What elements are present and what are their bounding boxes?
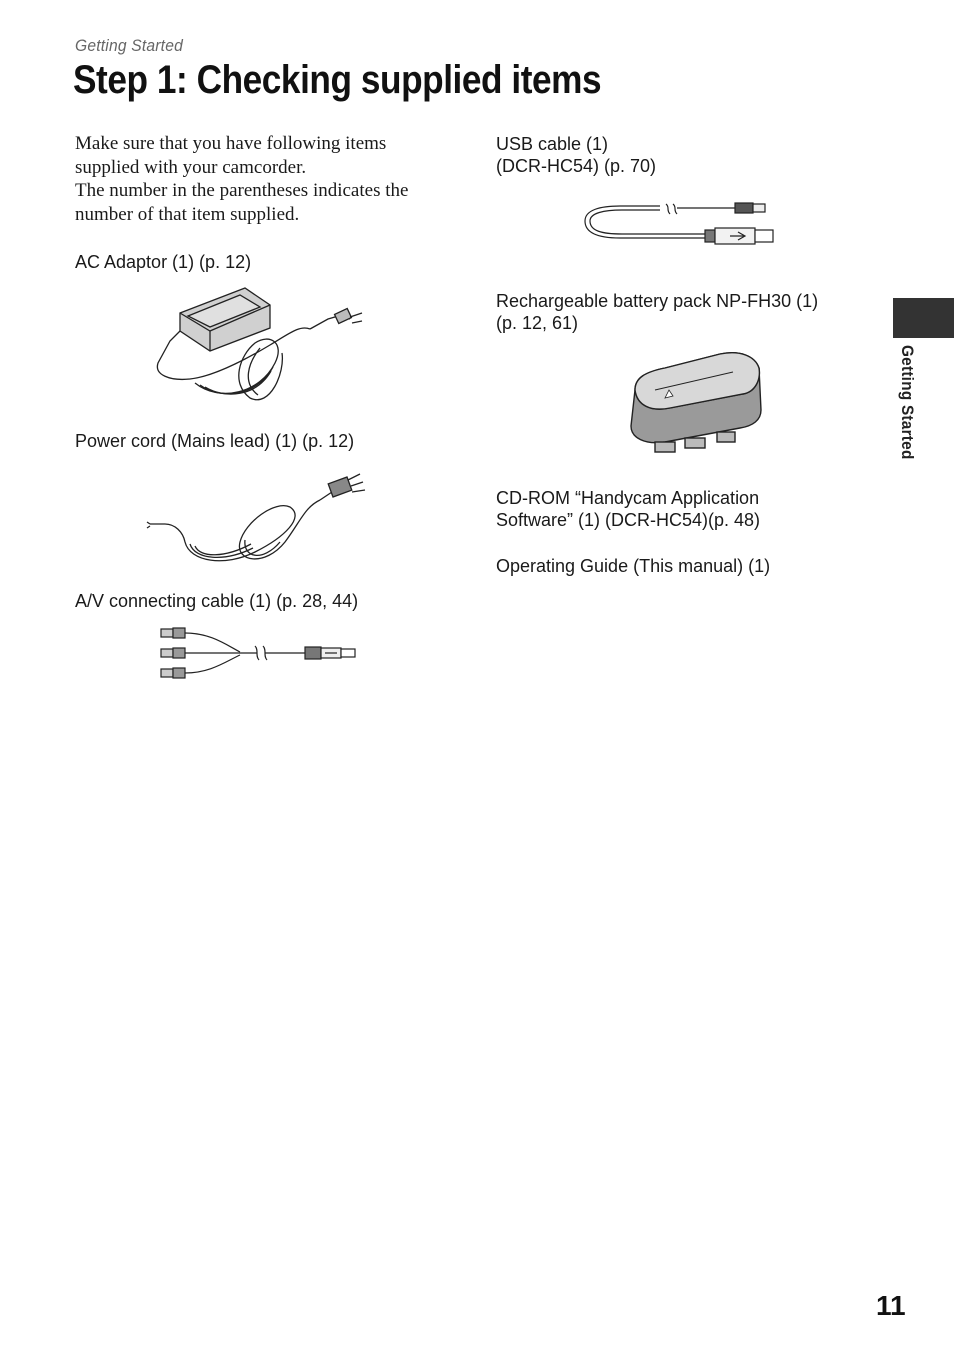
ac-adaptor-illustration xyxy=(150,283,370,413)
usb-cable-line-1: USB cable (1) xyxy=(496,134,609,154)
item-usb-cable-label xyxy=(496,133,656,177)
intro-text xyxy=(75,132,455,226)
battery-line-2: (p. 12, 61) xyxy=(496,313,579,333)
side-tab-label: Getting Started xyxy=(898,345,917,460)
section-label: Getting Started xyxy=(75,36,183,55)
battery-illustration xyxy=(625,350,765,465)
power-cord-illustration xyxy=(145,462,385,572)
side-tab-text xyxy=(897,345,927,485)
cd-rom-line-2: Software” (1) (DCR-HC54)(p. 48) xyxy=(496,510,761,530)
av-cable-illustration xyxy=(155,624,365,684)
page-number: 11 xyxy=(876,1290,906,1321)
item-battery-label xyxy=(496,290,818,334)
usb-cable-line-2: (DCR-HC54) (p. 70) xyxy=(496,156,657,176)
battery-line-1: Rechargeable battery pack NP-FH30 (1) xyxy=(496,291,819,311)
usb-cable-illustration xyxy=(580,196,780,252)
item-cd-rom-label xyxy=(496,487,760,531)
item-av-cable-label: A/V connecting cable (1) (p. 28, 44) xyxy=(75,591,359,611)
item-guide-label: Operating Guide (This manual) (1) xyxy=(496,556,771,576)
cd-rom-line-1: CD-ROM “Handycam Application xyxy=(496,488,760,508)
intro-line-1: Make sure that you have following items supplied with your camcorder. xyxy=(75,133,387,178)
item-power-cord-label: Power cord (Mains lead) (1) (p. 12) xyxy=(75,431,355,451)
intro-line-2: The number in the parentheses indicates the number of that item supplied. xyxy=(75,180,409,225)
section-side-tab xyxy=(893,298,954,338)
item-ac-adaptor-label: AC Adaptor (1) (p. 12) xyxy=(75,252,252,272)
page-title: Step 1: Checking supplied items xyxy=(73,58,602,102)
